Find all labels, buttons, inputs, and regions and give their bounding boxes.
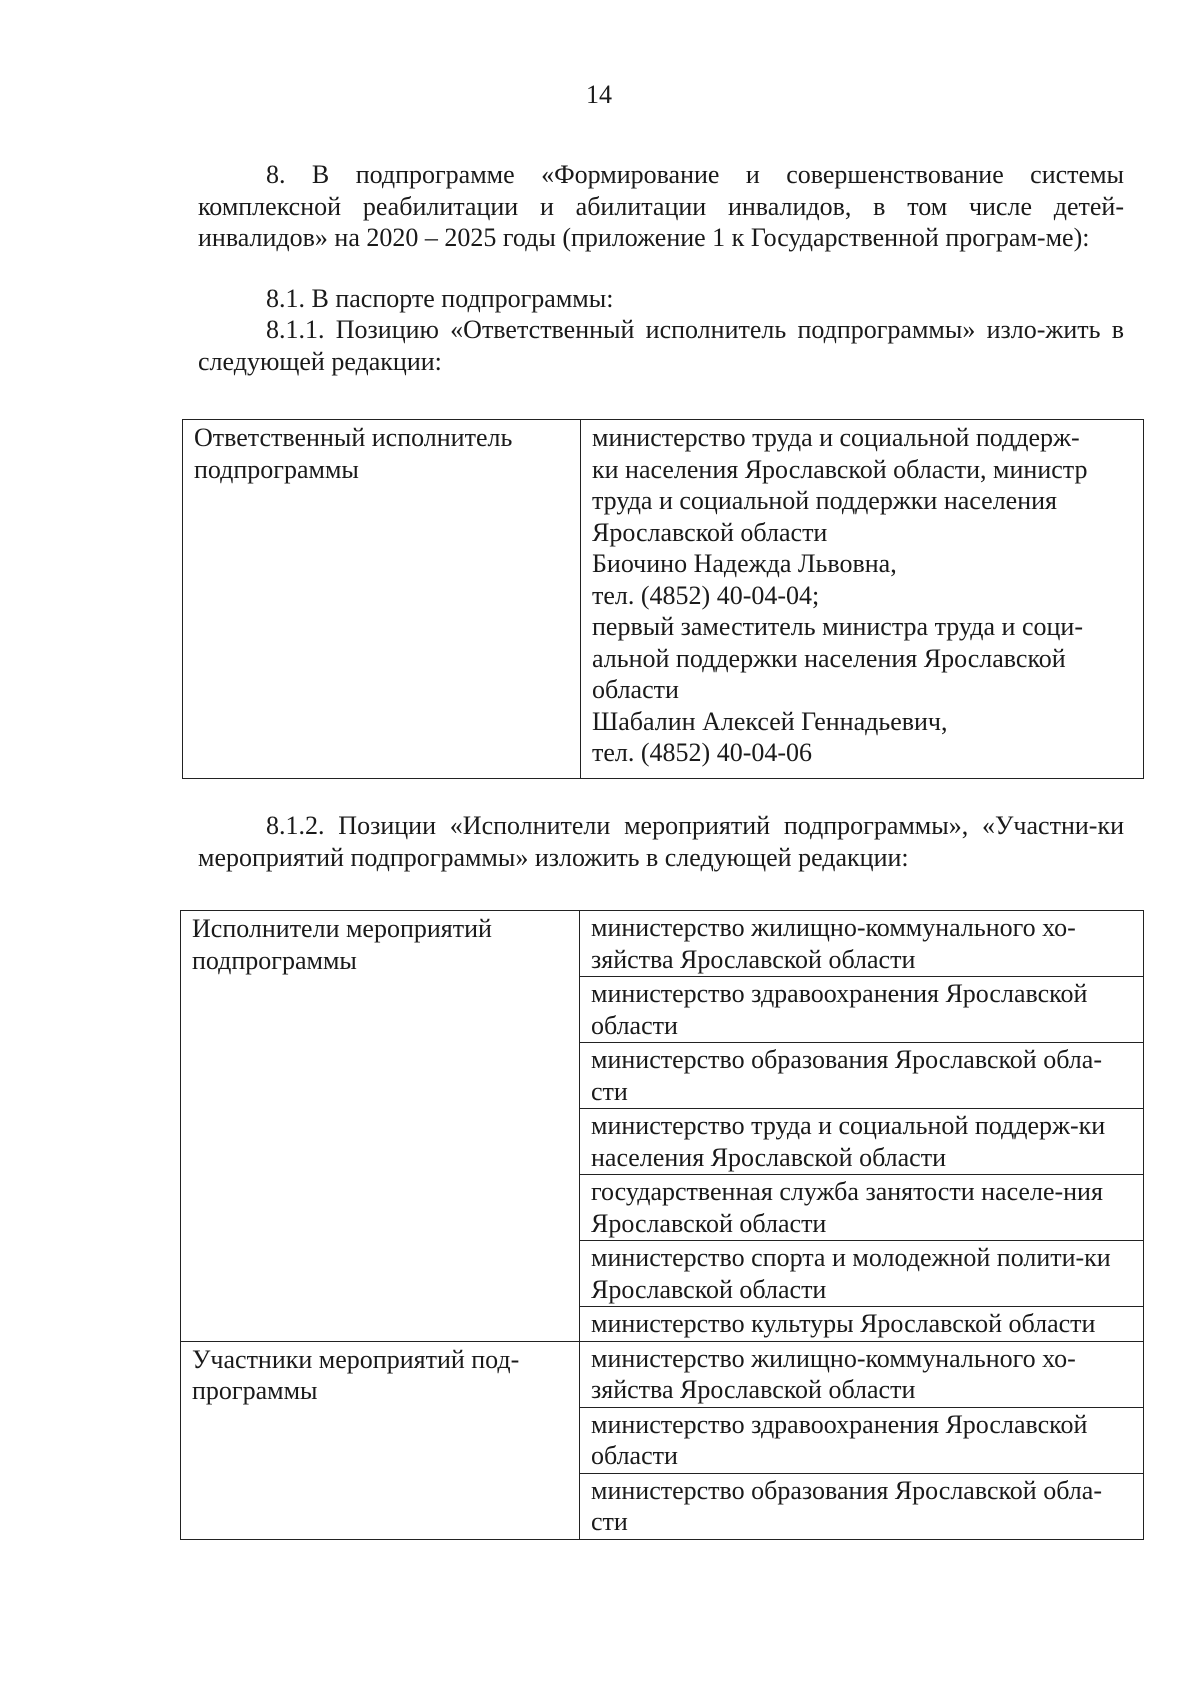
value-line: ки населения Ярославской области, министр [592,454,1088,484]
executors-participants-table [180,910,1144,1540]
executor-cell: министерство труда и социальной поддерж-ки населения Ярославской области [580,1109,1144,1175]
executor-cell: министерство жилищно-коммунального хо-зяйства Ярославской области [580,911,1144,977]
table-row [181,911,1144,977]
paragraph-8-1-2: 8.1.2. Позиции «Исполнители мероприятий подпрограммы», «Участни-ки мероприятий подпрограммы» изложить в следующей редакции: [198,811,1124,872]
value-line: альной поддержки населения Ярославской [592,643,1066,673]
participants-label: Участники мероприятий под-программы [181,1341,580,1539]
value-line: области [592,675,679,704]
participant-cell: министерство жилищно-коммунального хо-зяйства Ярославской области [580,1341,1144,1407]
value-line: тел. (4852) 40-04-06 [592,738,813,767]
value-line: Биочино Надежда Львовна, [592,549,897,578]
paragraph-8-1-1: 8.1.1. Позицию «Ответственный исполнитель подпрограммы» изло-жить в следующей редакции: [198,315,1124,376]
executor-cell: государственная служба занятости населе-ния Ярославской области [580,1175,1144,1241]
responsible-executor-value [581,420,1144,779]
value-line: министерство труда и социальной поддерж- [592,423,1080,452]
page-number: 14 [586,80,612,109]
value-line: Ярославской области [592,517,828,547]
value-line: труда и социальной поддержки населения [592,486,1058,515]
table-row [181,1341,1144,1407]
paragraph-8: 8. В подпрограмме «Формирование и совершенствование системы комплексной реабилитации и абилитации инвалидов, в том числе детей-инвалидов» на 2020 – 2025 годы (приложение 1 к Государственной програм-ме): [198,160,1124,252]
executor-cell: министерство здравоохранения Ярославской области [580,977,1144,1043]
executors-label: Исполнители мероприятий подпрограммы [181,911,580,1342]
participant-cell: министерство образования Ярославской обла-сти [580,1473,1144,1539]
executor-cell: министерство спорта и молодежной полити-ки Ярославской области [580,1241,1144,1307]
participant-cell: министерство здравоохранения Ярославской области [580,1407,1144,1473]
responsible-executor-table [182,419,1144,779]
value-line: тел. (4852) 40-04-04; [592,580,820,610]
value-line: Шабалин Алексей Геннадьевич, [592,706,948,736]
responsible-executor-label: Ответственный исполнитель подпрограммы [183,420,581,779]
table-row [183,420,1144,779]
paragraph-8-1: 8.1. В паспорте подпрограммы: [266,284,614,313]
executor-cell: министерство образования Ярославской обла-сти [580,1043,1144,1109]
executor-cell: министерство культуры Ярославской области [580,1307,1144,1342]
value-line: первый заместитель министра труда и соци- [592,612,1083,641]
